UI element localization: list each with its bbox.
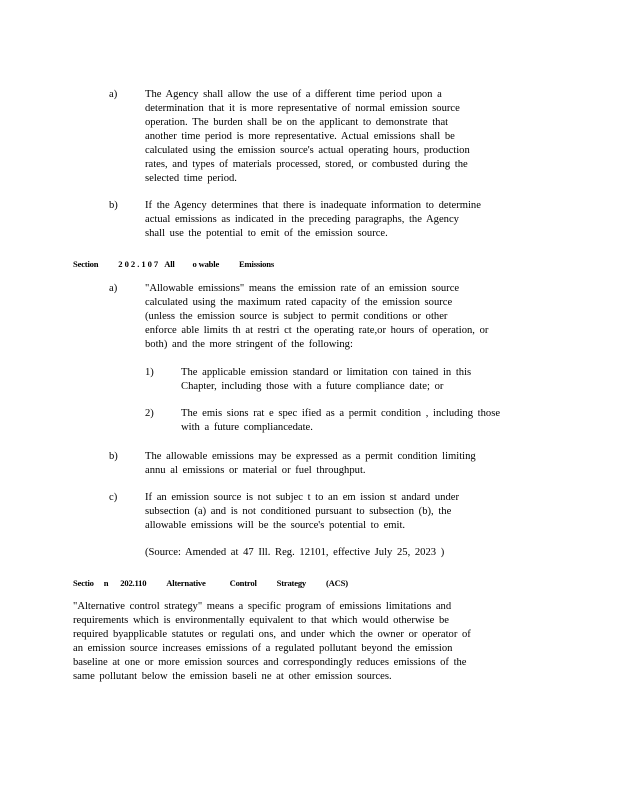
section-title-part: Strategy [276, 578, 307, 588]
item-label: b) [109, 451, 118, 462]
paragraph-text: If an emission source is not subjec t to an em ission st andard under subsection (a) and is not conditioned pursuant to subsection (b), the allowable emissions will be the source's potential to emit. [145, 492, 459, 531]
section-heading-202-107 [73, 257, 274, 271]
item-label: a) [109, 89, 118, 100]
section-title-part: Alternative [166, 578, 206, 588]
section-title-part: o wable [192, 259, 220, 269]
paragraph-text: The emis sions rat e spec ified as a permit condition , including those with a future compliancedate. [181, 408, 501, 433]
item-label: 2) [145, 408, 154, 419]
paragraph-text: The Agency shall allow the use of a different time period upon a determination that it is more representative of normal emission source operation. The burden shall be on the applicant to demonstrate that another time period is more representative. Actual emissions shall be calculated using the emission source's actual operating hours, production rates, and types of materials processed, stored, or combusted during the selected time period. [145, 89, 470, 184]
section-title-part: Emissions [239, 259, 274, 269]
section-heading-202-110 [73, 576, 348, 590]
paragraph-text: The applicable emission standard or limitation con tained in this Chapter, including those with a future compliance date; or [181, 367, 472, 392]
section-title-part: Control [229, 578, 257, 588]
paragraph-text: The allowable emissions may be expressed as a permit condition limiting annu al emissions or material or fuel throughput. [145, 451, 476, 476]
section-number: 202.110 [120, 578, 147, 588]
section-title-part: All [164, 259, 175, 269]
section-word: Section [73, 259, 99, 269]
paragraph-text: If the Agency determines that there is inadequate information to determine actual emissions as indicated in the preceding paragraphs, the Agency shall use the potential to emit of the emission source. [145, 200, 481, 239]
item-label: b) [109, 200, 118, 211]
section-word: Sectio [73, 578, 94, 588]
acs-definition-paragraph: "Alternative control strategy" means a specific program of emissions limitations and requirements which is environmentally equivalent to that which would otherwise be required byapplicable statutes or regulati ons, and under which the owner or operator of an emission source increases emissions of a regulated pollutant beyond the emission baseline at one or more emission sources and correspondingly reduces emissions of the same pollutant below the emission baseli ne at other emission sources. [73, 601, 471, 682]
item-label: c) [109, 492, 118, 503]
section-letter: n [103, 578, 109, 588]
source-note: (Source: Amended at 47 Ill. Reg. 12101, effective July 25, 2023 ) [145, 547, 445, 558]
section-title-part: (ACS) [326, 578, 348, 588]
paragraph-text: "Allowable emissions" means the emission rate of an emission source calculated using the maximum rated capacity of the emission source (unless the emission source is subject to permit conditions or other enforce able limits th at restri ct the operating rate,or hours of operation, or both) and the more stringent of the following: [145, 283, 489, 350]
item-label: a) [109, 283, 118, 294]
section-number: 202.107 [118, 259, 161, 269]
item-label: 1) [145, 367, 154, 378]
